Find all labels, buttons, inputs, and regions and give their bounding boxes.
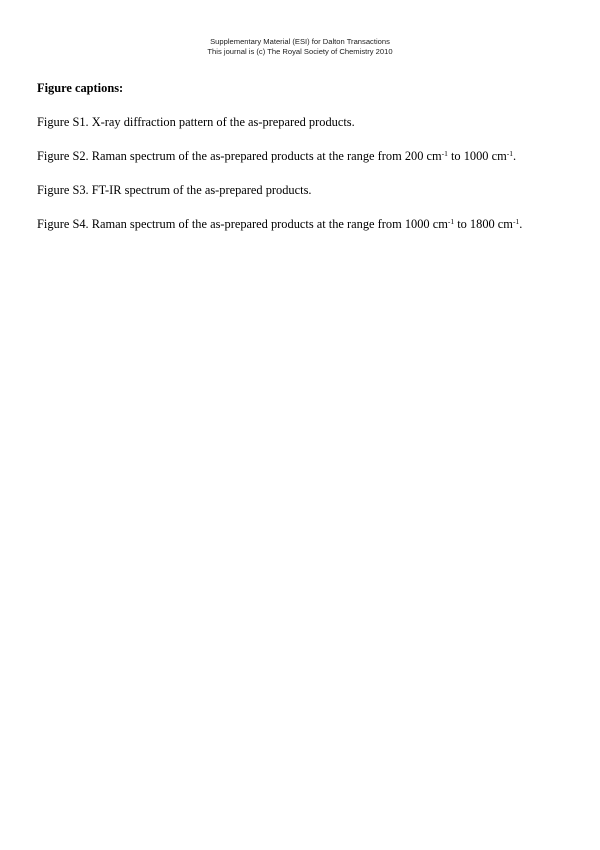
captions-section	[37, 80, 567, 250]
caption-figure-s4	[37, 216, 567, 232]
caption-s2-superscript-1: -1	[441, 149, 448, 158]
caption-s1-text: Figure S1. X-ray diffraction pattern of the as-prepared products.	[37, 115, 355, 129]
section-title: Figure captions:	[37, 81, 124, 95]
running-header	[0, 37, 600, 56]
header-line-journal: Supplementary Material (ESI) for Dalton Transactions	[210, 37, 390, 46]
caption-s3-text: Figure S3. FT-IR spectrum of the as-prepared products.	[37, 183, 312, 197]
caption-s4-text-end: .	[519, 217, 523, 231]
caption-figure-s1	[37, 114, 567, 130]
caption-s2-superscript-2: -1	[506, 149, 513, 158]
caption-s2-text-start: Figure S2. Raman spectrum of the as-prepared products at the range from 200 cm	[37, 149, 442, 163]
caption-s4-superscript-1: -1	[447, 217, 455, 226]
caption-figure-s3	[37, 182, 567, 198]
header-line-copyright: This journal is (c) The Royal Society of Chemistry 2010	[207, 46, 393, 56]
caption-s4-superscript-2: -1	[512, 217, 520, 226]
caption-s4-text-start: Figure S4. Raman spectrum of the as-prepared products at the range from 1000 cm	[37, 217, 448, 231]
caption-s2-text-end: .	[513, 149, 517, 163]
caption-s4-text-middle: to 1800 cm	[454, 217, 513, 231]
caption-figure-s2	[37, 148, 567, 164]
caption-s2-text-middle: to 1000 cm	[447, 149, 507, 163]
